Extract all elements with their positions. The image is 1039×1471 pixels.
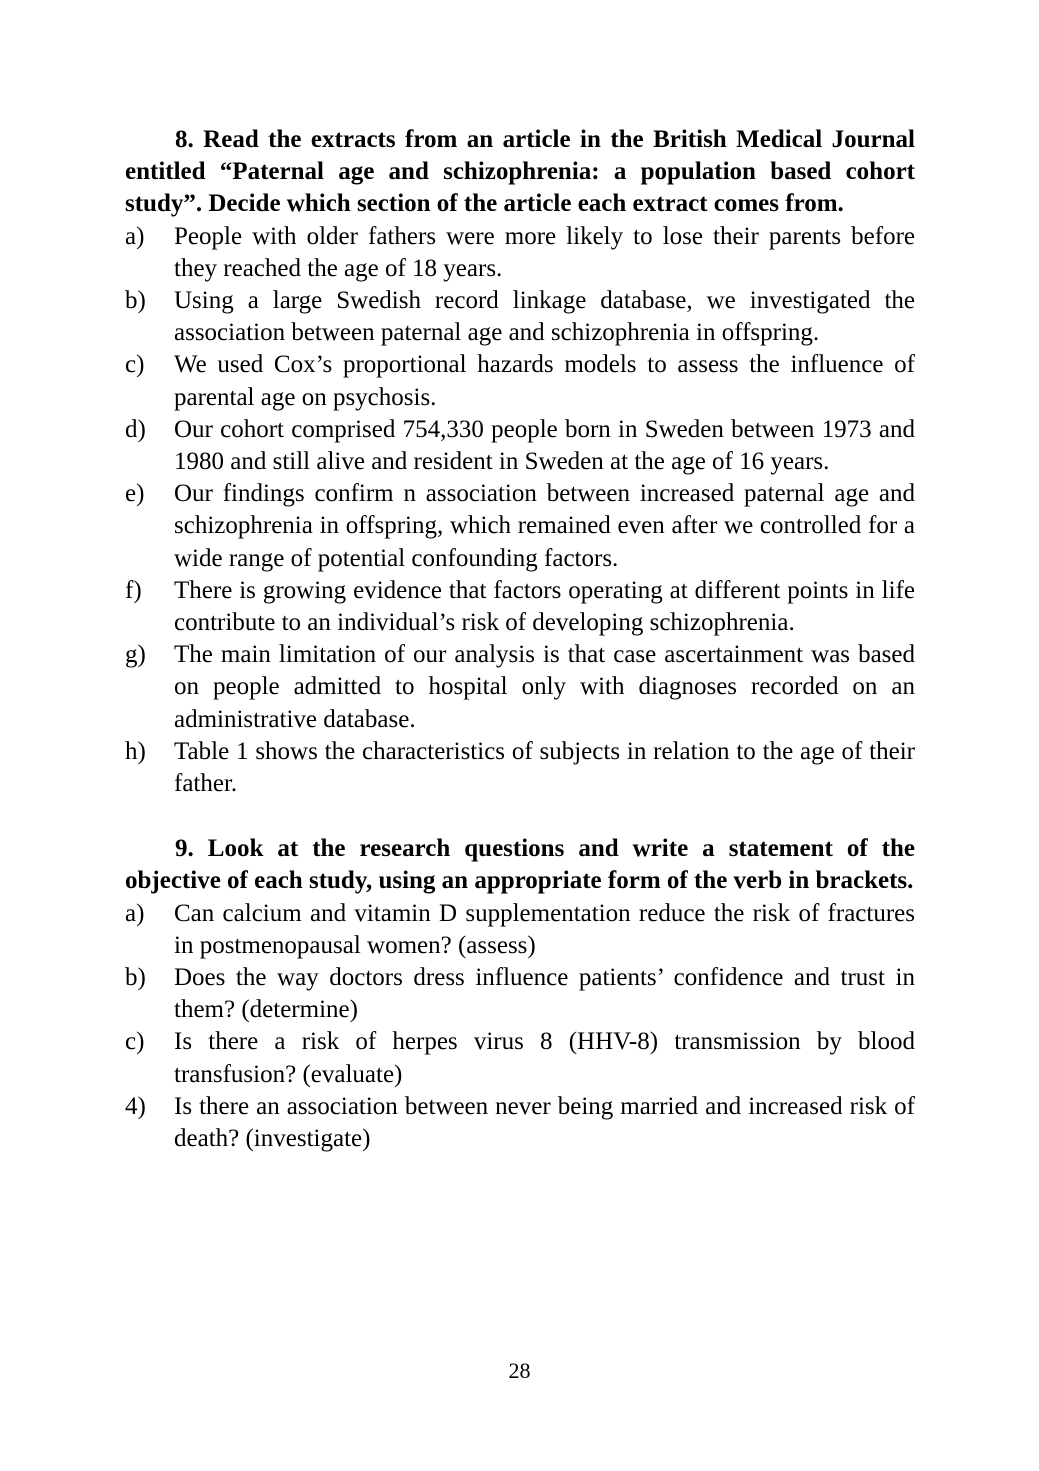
item-text: There is growing evidence that factors operating at different points in life contribute to an individual’s risk of developing schizophrenia. (174, 576, 915, 637)
item-text: Is there an association between never being married and increased risk of death? (investigate) (174, 1092, 915, 1153)
section-spacer (125, 800, 915, 833)
item-text: We used Cox’s proportional hazards models to assess the influence of parental age on psychosis. (174, 351, 915, 411)
list-item (125, 478, 915, 575)
list-item (125, 962, 915, 1026)
list-item (125, 414, 915, 478)
list-item (125, 1091, 915, 1155)
list-item (125, 639, 915, 736)
list-item (125, 736, 915, 800)
item-marker: h) (125, 737, 146, 765)
item-marker: 4) (125, 1092, 146, 1120)
list-item (125, 1026, 915, 1090)
item-text: The main limitation of our analysis is that case ascertainment was based on people admitted to hospital only with diagnoses recorded on an administrative database. (174, 641, 915, 733)
item-text: Table 1 shows the characteristics of subjects in relation to the age of their father. (174, 737, 915, 798)
item-marker: e) (125, 480, 145, 508)
list-item (125, 285, 915, 349)
item-text: Does the way doctors dress influence patients’ confidence and trust in them? (determine) (174, 964, 915, 1024)
list-item (125, 575, 915, 639)
item-marker: b) (125, 964, 146, 992)
item-marker: a) (125, 222, 145, 250)
task-9-list (125, 898, 915, 1156)
item-text: Our cohort comprised 754,330 people born in Sweden between 1973 and 1980 and still alive and resident in Sweden at the age of 16 years. (174, 415, 915, 476)
list-item (125, 898, 915, 962)
list-item (125, 221, 915, 285)
list-item (125, 349, 915, 413)
task-9-instruction: 9. Look at the research questions and write a statement of the objective of each study, using an appropriate form of the verb in brackets. (125, 835, 915, 895)
item-text: Using a large Swedish record linkage database, we investigated the association between paternal age and schizophrenia in offspring. (174, 287, 915, 347)
item-marker: c) (125, 351, 145, 379)
item-text: Can calcium and vitamin D supplementation reduce the risk of fractures in postmenopausal women? (assess) (174, 899, 915, 959)
task-8-list (125, 221, 915, 801)
task-8-instruction: 8. Read the extracts from an article in the British Medical Journal entitled “Paternal age and schizophrenia: a population based cohort study”. Decide which section of the article each extract comes from. (125, 126, 915, 218)
item-marker: c) (125, 1028, 145, 1056)
item-marker: a) (125, 899, 145, 927)
page-content (125, 124, 915, 1155)
page-number: 28 (508, 1358, 531, 1383)
item-text: Our findings confirm n association between increased paternal age and schizophrenia in offspring, which remained even after we controlled for a wide range of potential confounding factors. (174, 480, 915, 572)
item-marker: g) (125, 641, 146, 669)
item-text: People with older fathers were more likely to lose their parents before they reached the age of 18 years. (174, 222, 915, 282)
item-marker: b) (125, 287, 146, 315)
item-text: Is there a risk of herpes virus 8 (HHV-8) transmission by blood transfusion? (evaluate) (174, 1028, 915, 1088)
item-marker: f) (125, 576, 142, 604)
item-marker: d) (125, 415, 146, 443)
